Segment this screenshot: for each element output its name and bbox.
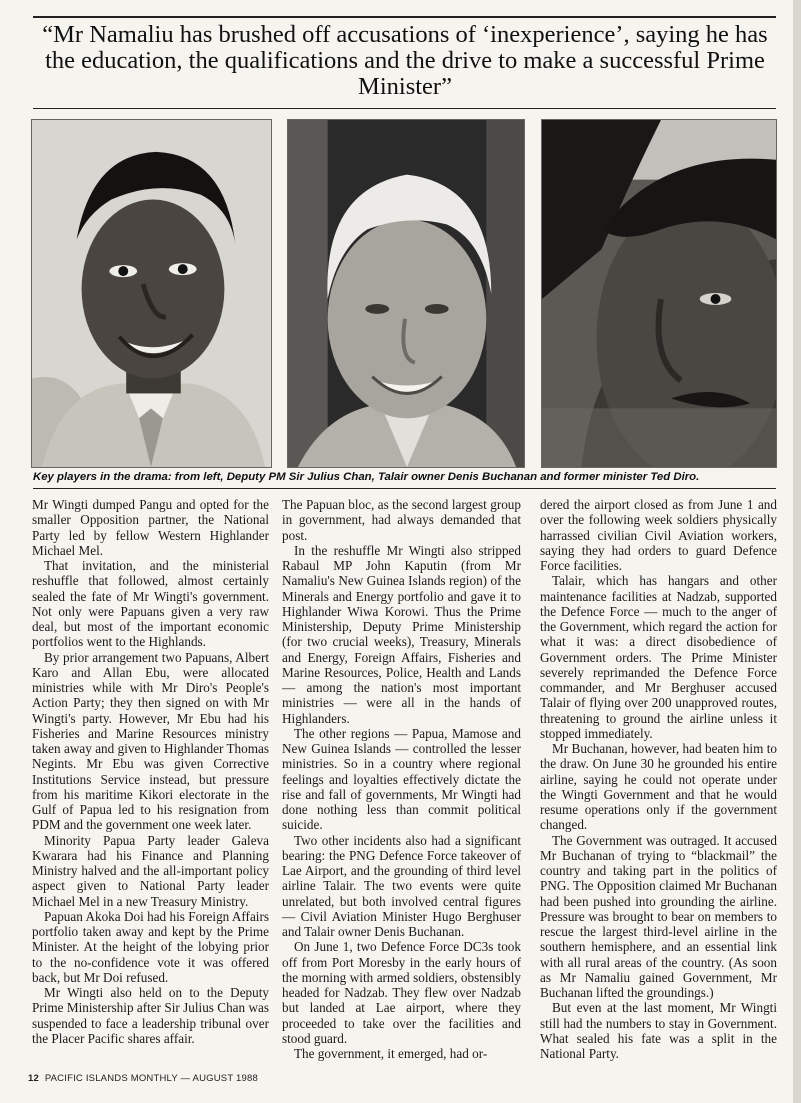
photo-julius-chan [31,119,272,468]
article-column-3 [540,497,777,1061]
page-footer [28,1073,258,1084]
photo-caption: Key players in the drama: from left, Deputy PM Sir Julius Chan, Talair owner Denis Buchanan and former minister Ted Diro. [33,471,700,483]
paragraph: Papuan Akoka Doi had his Foreign Affairs portfolio taken away and kept by the Prime Minister. At the height of the lobying prior to the no-confidence vote it was offered back, but Mr Doi refused. [32,908,269,985]
paragraph: Mr Wingti dumped Pangu and opted for the smaller Opposition partner, the National Party led by fellow Western Highlander Michael Mel. [32,497,269,558]
paragraph: Mr Buchanan, however, had beaten him to the draw. On June 30 he grounded his entire airline, saying he could not operate under the Wingti Government and that he would resume operations only if the government changed. [540,741,777,833]
portrait-julius-chan-icon [32,120,271,467]
paragraph: By prior arrangement two Papuans, Albert Karo and Allan Ebu, were allocated ministries while with Mr Diro's People's Action Party; they then signed on with Mr Wingti's party. However, Mr Ebu had his Fisheries and Marine Resources ministry taken away and given to Highlander Thomas Negints. Mr Ebu was given Corrective Institutions Service instead, but pressure from his maritime Kikori electorate in the Gulf of Papua led to his resignation from PDM and the government one week later. [32,649,269,833]
paragraph: Mr Wingti also held on to the Deputy Prime Ministership after Sir Julius Chan was suspended to face a leadership tribunal over the Placer Pacific shares affair. [32,985,269,1046]
article-column-1 [32,497,269,1046]
paragraph: The government, it emerged, had or- [294,1046,488,1061]
paragraph: Minority Papua Party leader Galeva Kwarara had his Finance and Planning Ministry halved and the all-important policy aspect given to National Party leader Michael Mel in a new Treasury Ministry. [32,832,269,909]
paragraph: But even at the last moment, Mr Wingti still had the numbers to stay in Government. What sealed his fate was a split in the National Party. [540,1000,777,1061]
quote-bottom-rule [33,108,776,109]
pull-quote: “Mr Namaliu has brushed off accusations of ‘inexperience’, saying he has the education, the qualifications and the drive to make a successful Prime Minister” [42,21,768,100]
paragraph: The Government was outraged. It accused Mr Buchanan of trying to “blackmail” the country and taking part in the politics of PNG. The Opposition claimed Mr Buchanan had been pushed into grounding the airline. Pressure was brought to bear on members to rescue the largest third-level airline in the southern hemisphere, and an essential link with all rural areas of the country. (As soon as Mr Namaliu gained Government, Mr Buchanan lifted the groundings.) [540,832,777,1000]
paragraph: dered the airport closed as from June 1 and over the following week soldiers physically harrassed civilian Civil Aviation workers, saying they had orders to guard Defence Force facilities. [540,497,777,573]
page-number: 12 [28,1073,39,1084]
caption-rule [33,488,776,489]
paragraph: Two other incidents also had a significant bearing: the PNG Defence Force takeover of Lae Airport, and the grounding of third level airline Talair. The two events were quite unrelated, but both involved central figures — Civil Aviation Minister Hugo Berghuser and Talair owner Denis Buchanan. [282,832,521,939]
portrait-denis-buchanan-icon [288,120,524,467]
photo-denis-buchanan [287,119,525,468]
article-column-2 [282,497,521,1061]
publication-line: PACIFIC ISLANDS MONTHLY — AUGUST 1988 [44,1073,258,1084]
portrait-ted-diro-icon [542,120,776,467]
paragraph: That invitation, and the ministerial reshuffle that followed, almost certainly sealed the fate of Mr Wingti's government. Not only were Papuans given a very raw deal, but most of the important economic portfolios went to the Highlands. [32,558,269,650]
paragraph: The other regions — Papua, Mamose and New Guinea Islands — controlled the lesser ministries. So in a country where regional feelings and loyalties effectively dictate the rise and fall of governments, Mr Wingti had done nothing less than commit political suicide. [282,725,521,833]
photo-ted-diro [541,119,777,468]
paragraph: In the reshuffle Mr Wingti also stripped Rabaul MP John Kaputin (from Mr Namaliu's New Guinea Islands region) of the Minerals and Energy portfolio and gave it to Highlander Wiwa Korowi. Thus the Prime Ministership, Deputy Prime Ministership (for two crucial weeks), Treasury, Minerals and Energy, Foreign Affairs, Fisheries and Marine Resources, Police, Health and Lands — among the nation's most important ministries — were all in the hands of Highlanders. [282,542,521,726]
page-edge [793,0,801,1103]
paragraph: The Papuan bloc, as the second largest group in government, had always demanded that post. [282,497,521,543]
top-rule [33,16,776,18]
paragraph: On June 1, two Defence Force DC3s took off from Port Moresby in the early hours of the morning with armed soldiers, obstensibly headed for Nadzab. They flew over Nadzab but landed at Lae airport, where they proceeded to take over the facilities and stood guard. [282,939,521,1046]
paragraph: Talair, which has hangars and other maintenance facilities at Nadzab, supported the Defence Force — much to the anger of the Government, which regard the action for what it was: a direct disobedience of Government orders. The Prime Minister severely reprimanded the Defence Force commander, and Mr Berghuser accused Talair of flying over 200 unapproved routes, threatening to ground the airline unless it stopped immediately. [540,573,777,741]
